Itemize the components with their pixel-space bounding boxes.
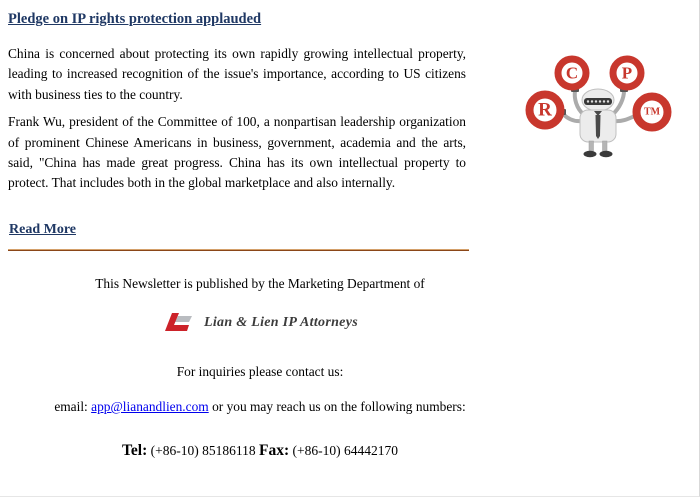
email-line bbox=[0, 399, 520, 414]
article-section bbox=[8, 10, 469, 251]
read-more-link[interactable]: Read More bbox=[9, 221, 76, 237]
fax-label: Fax: bbox=[259, 442, 290, 459]
ip-robot-svg bbox=[524, 48, 696, 168]
email-suffix-text: or you may reach us on the following numbers: bbox=[212, 399, 466, 414]
email-link[interactable]: app@lianandlien.com bbox=[91, 399, 209, 414]
fax-number: (+86-10) 64442170 bbox=[292, 443, 398, 458]
tel-label: Tel: bbox=[122, 442, 148, 459]
robot-body bbox=[580, 89, 616, 157]
section-divider bbox=[8, 249, 469, 251]
tel-number: (+86-10) 85186118 bbox=[150, 443, 256, 458]
published-by-line: This Newsletter is published by the Marketing Department of bbox=[95, 276, 425, 291]
article-title-link[interactable]: Pledge on IP rights protection applauded bbox=[8, 11, 262, 27]
copyright-symbol: C bbox=[565, 63, 579, 83]
inquiries-line: For inquiries please contact us: bbox=[176, 364, 344, 379]
trademark-symbol: TM bbox=[643, 106, 661, 118]
ip-robot-graphic bbox=[524, 48, 696, 168]
article-paragraph: Frank Wu, president of the Committee of 100, a nonpartisan leadership organization of prominent Chinese Americans in business, government, academia and the arts, said, "China has made great progress. China has its own intellectual property to protect. That includes both in the global marketplace and also internally. bbox=[8, 114, 466, 191]
phone-line bbox=[0, 441, 520, 461]
firm-logo bbox=[0, 308, 520, 338]
firm-logo-icon bbox=[162, 311, 192, 335]
firm-logo-text: Lian & Lien IP Attorneys bbox=[204, 315, 358, 330]
email-label: email: bbox=[54, 399, 88, 414]
article-paragraph: China is concerned about protecting its own rapidly growing intellectual property, leading to increased recognition of the issue's importance, according to US citizens with business ties to the country. bbox=[8, 46, 466, 102]
phonogram-symbol: P bbox=[621, 63, 633, 83]
newsletter-footer bbox=[0, 268, 520, 461]
registered-symbol: R bbox=[538, 99, 552, 121]
